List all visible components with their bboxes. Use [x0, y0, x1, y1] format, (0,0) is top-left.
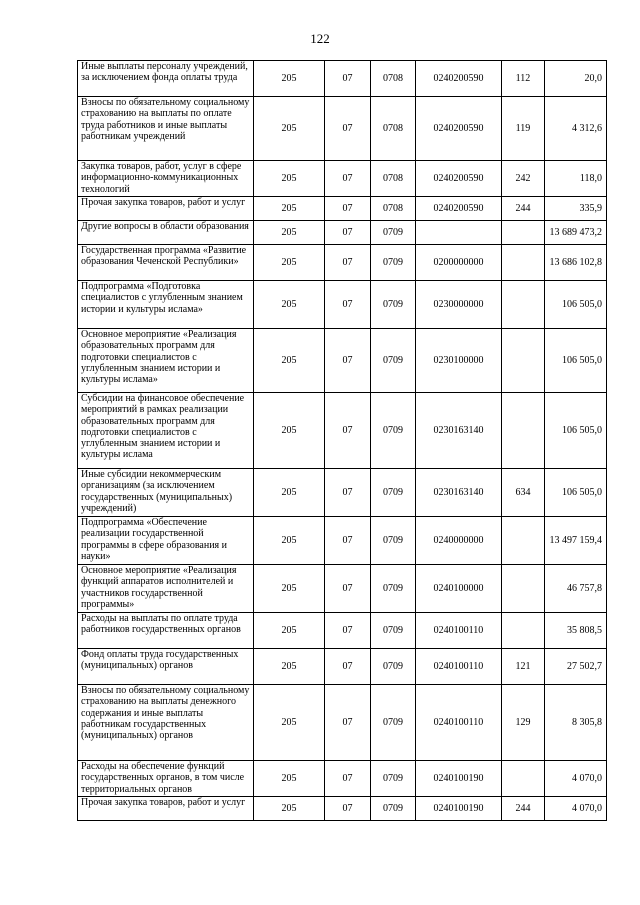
amount-cell: 8 305,8 — [545, 685, 607, 761]
section-code-cell: 07 — [325, 517, 371, 565]
table-row — [78, 649, 607, 685]
table-row — [78, 517, 607, 565]
ministry-code-cell: 205 — [254, 97, 325, 161]
amount-cell: 27 502,7 — [545, 649, 607, 685]
ministry-code-cell: 205 — [254, 281, 325, 329]
expense-type-cell: 112 — [502, 61, 545, 97]
row-name-cell: Прочая закупка товаров, работ и услуг — [78, 197, 254, 221]
table-row — [78, 469, 607, 517]
subsection-code-cell: 0709 — [371, 221, 416, 245]
section-code-cell: 07 — [325, 469, 371, 517]
amount-cell: 13 689 473,2 — [545, 221, 607, 245]
expense-type-cell — [502, 329, 545, 393]
row-name-cell: Субсидии на финансовое обеспечение мероприятий в рамках реализации образовательных программ для подготовки специалистов с углубленным знанием истории и культуры ислама — [78, 393, 254, 469]
table-row — [78, 221, 607, 245]
ministry-code-cell: 205 — [254, 649, 325, 685]
subsection-code-cell: 0709 — [371, 649, 416, 685]
row-name-cell: Фонд оплаты труда государственных (муниципальных) органов — [78, 649, 254, 685]
subsection-code-cell: 0709 — [371, 393, 416, 469]
subsection-code-cell: 0709 — [371, 565, 416, 613]
table-row — [78, 329, 607, 393]
amount-cell: 106 505,0 — [545, 329, 607, 393]
expense-type-cell — [502, 517, 545, 565]
table-row — [78, 761, 607, 797]
subsection-code-cell: 0709 — [371, 797, 416, 821]
target-code-cell: 0230163140 — [416, 469, 502, 517]
subsection-code-cell: 0709 — [371, 281, 416, 329]
ministry-code-cell: 205 — [254, 469, 325, 517]
target-code-cell: 0230163140 — [416, 393, 502, 469]
table-row — [78, 161, 607, 197]
section-code-cell: 07 — [325, 329, 371, 393]
target-code-cell — [416, 221, 502, 245]
target-code-cell: 0240000000 — [416, 517, 502, 565]
target-code-cell: 0230000000 — [416, 281, 502, 329]
amount-cell: 20,0 — [545, 61, 607, 97]
expense-type-cell: 129 — [502, 685, 545, 761]
section-code-cell: 07 — [325, 797, 371, 821]
expense-type-cell: 119 — [502, 97, 545, 161]
row-name-cell: Закупка товаров, работ, услуг в сфере информационно-коммуникационных технологий — [78, 161, 254, 197]
amount-cell: 13 497 159,4 — [545, 517, 607, 565]
subsection-code-cell: 0709 — [371, 469, 416, 517]
target-code-cell: 0240200590 — [416, 97, 502, 161]
row-name-cell: Расходы на выплаты по оплате труда работников государственных органов — [78, 613, 254, 649]
amount-cell: 106 505,0 — [545, 281, 607, 329]
amount-cell: 106 505,0 — [545, 393, 607, 469]
page-number: 122 — [310, 31, 330, 46]
target-code-cell: 0240200590 — [416, 197, 502, 221]
row-name-cell: Другие вопросы в области образования — [78, 221, 254, 245]
subsection-code-cell: 0708 — [371, 197, 416, 221]
amount-cell: 4 070,0 — [545, 761, 607, 797]
row-name-cell: Подпрограмма «Обеспечение реализации государственной программы в сфере образования и науки» — [78, 517, 254, 565]
expense-type-cell — [502, 393, 545, 469]
target-code-cell: 0240200590 — [416, 61, 502, 97]
ministry-code-cell: 205 — [254, 329, 325, 393]
ministry-code-cell: 205 — [254, 565, 325, 613]
subsection-code-cell: 0708 — [371, 61, 416, 97]
target-code-cell: 0240100110 — [416, 685, 502, 761]
expense-type-cell — [502, 613, 545, 649]
ministry-code-cell: 205 — [254, 613, 325, 649]
section-code-cell: 07 — [325, 221, 371, 245]
subsection-code-cell: 0709 — [371, 613, 416, 649]
expense-type-cell: 244 — [502, 197, 545, 221]
amount-cell: 13 686 102,8 — [545, 245, 607, 281]
amount-cell: 4 312,6 — [545, 97, 607, 161]
ministry-code-cell: 205 — [254, 161, 325, 197]
section-code-cell: 07 — [325, 649, 371, 685]
target-code-cell: 0240100000 — [416, 565, 502, 613]
subsection-code-cell: 0708 — [371, 161, 416, 197]
section-code-cell: 07 — [325, 61, 371, 97]
target-code-cell: 0240100110 — [416, 613, 502, 649]
subsection-code-cell: 0709 — [371, 761, 416, 797]
ministry-code-cell: 205 — [254, 245, 325, 281]
row-name-cell: Расходы на обеспечение функций государственных органов, в том числе территориальных органов — [78, 761, 254, 797]
budget-table — [77, 60, 607, 821]
table-row — [78, 245, 607, 281]
target-code-cell: 0230100000 — [416, 329, 502, 393]
section-code-cell: 07 — [325, 761, 371, 797]
row-name-cell: Прочая закупка товаров, работ и услуг — [78, 797, 254, 821]
section-code-cell: 07 — [325, 565, 371, 613]
ministry-code-cell: 205 — [254, 61, 325, 97]
row-name-cell: Основное мероприятие «Реализация образовательных программ для подготовки специалистов с углубленным знанием истории и культуры ислама» — [78, 329, 254, 393]
ministry-code-cell: 205 — [254, 221, 325, 245]
table-row — [78, 613, 607, 649]
table-row — [78, 565, 607, 613]
section-code-cell: 07 — [325, 245, 371, 281]
amount-cell: 35 808,5 — [545, 613, 607, 649]
target-code-cell: 0240100190 — [416, 761, 502, 797]
subsection-code-cell: 0709 — [371, 245, 416, 281]
row-name-cell: Подпрограмма «Подготовка специалистов с углубленным знанием истории и культуры ислама» — [78, 281, 254, 329]
amount-cell: 335,9 — [545, 197, 607, 221]
ministry-code-cell: 205 — [254, 517, 325, 565]
section-code-cell: 07 — [325, 97, 371, 161]
ministry-code-cell: 205 — [254, 393, 325, 469]
row-name-cell: Взносы по обязательному социальному страхованию на выплаты денежного содержания и иные выплаты работникам государственных (муниципальных) органов — [78, 685, 254, 761]
row-name-cell: Иные выплаты персоналу учреждений, за исключением фонда оплаты труда — [78, 61, 254, 97]
expense-type-cell — [502, 245, 545, 281]
section-code-cell: 07 — [325, 613, 371, 649]
expense-type-cell: 634 — [502, 469, 545, 517]
table-row — [78, 393, 607, 469]
table-row — [78, 685, 607, 761]
amount-cell: 106 505,0 — [545, 469, 607, 517]
target-code-cell: 0240200590 — [416, 161, 502, 197]
expense-type-cell — [502, 761, 545, 797]
subsection-code-cell: 0709 — [371, 329, 416, 393]
target-code-cell: 0200000000 — [416, 245, 502, 281]
table-row — [78, 61, 607, 97]
subsection-code-cell: 0709 — [371, 685, 416, 761]
expense-type-cell: 244 — [502, 797, 545, 821]
amount-cell: 4 070,0 — [545, 797, 607, 821]
section-code-cell: 07 — [325, 685, 371, 761]
table-row — [78, 197, 607, 221]
section-code-cell: 07 — [325, 281, 371, 329]
row-name-cell: Взносы по обязательному социальному страхованию на выплаты по оплате труда работников и иные выплаты работникам учреждений — [78, 97, 254, 161]
subsection-code-cell: 0709 — [371, 517, 416, 565]
ministry-code-cell: 205 — [254, 685, 325, 761]
section-code-cell: 07 — [325, 161, 371, 197]
expense-type-cell: 121 — [502, 649, 545, 685]
expense-type-cell — [502, 565, 545, 613]
subsection-code-cell: 0708 — [371, 97, 416, 161]
table-row — [78, 281, 607, 329]
target-code-cell: 0240100190 — [416, 797, 502, 821]
row-name-cell: Государственная программа «Развитие образования Чеченской Республики» — [78, 245, 254, 281]
row-name-cell: Основное мероприятие «Реализация функций аппаратов исполнителей и участников государственной программы» — [78, 565, 254, 613]
table-row — [78, 797, 607, 821]
ministry-code-cell: 205 — [254, 797, 325, 821]
expense-type-cell — [502, 281, 545, 329]
section-code-cell: 07 — [325, 197, 371, 221]
target-code-cell: 0240100110 — [416, 649, 502, 685]
amount-cell: 118,0 — [545, 161, 607, 197]
expense-type-cell: 242 — [502, 161, 545, 197]
section-code-cell: 07 — [325, 393, 371, 469]
ministry-code-cell: 205 — [254, 197, 325, 221]
table-row — [78, 97, 607, 161]
amount-cell: 46 757,8 — [545, 565, 607, 613]
ministry-code-cell: 205 — [254, 761, 325, 797]
expense-type-cell — [502, 221, 545, 245]
row-name-cell: Иные субсидии некоммерческим организациям (за исключением государственных (муниципальных) учреждений) — [78, 469, 254, 517]
